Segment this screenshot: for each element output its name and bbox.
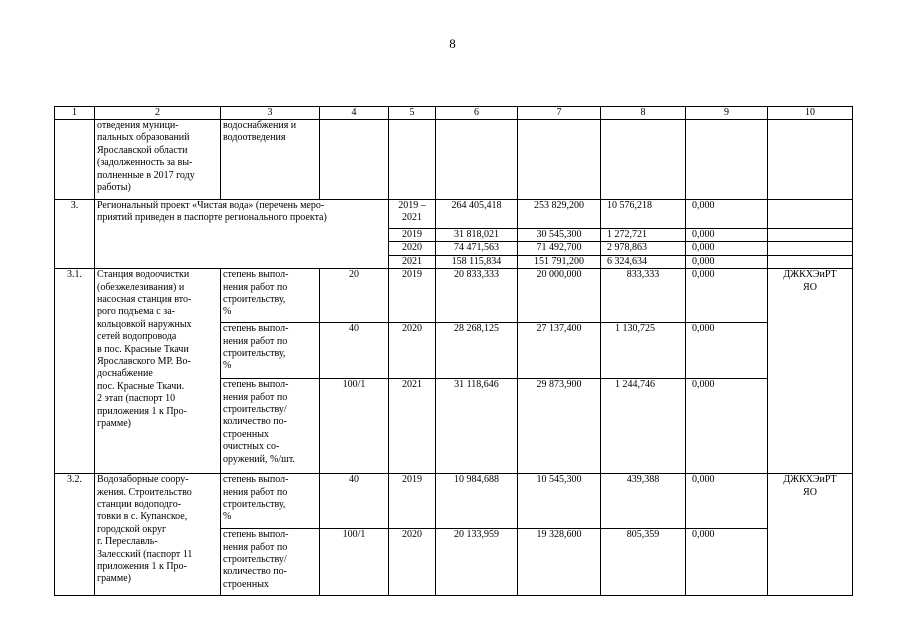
other-cell: 0,000 [686, 379, 768, 474]
total-cell: 264 405,418 [436, 200, 518, 229]
other-cell: 0,000 [686, 474, 768, 529]
year-cell: 2020 [389, 529, 436, 596]
row-number: 3.1. [55, 269, 95, 474]
indicator-value: 100/1 [320, 379, 389, 474]
header-cell: 2 [95, 107, 221, 120]
total-cell: 74 471,563 [436, 242, 518, 255]
total-cell: 10 984,688 [436, 474, 518, 529]
header-cell: 7 [518, 107, 601, 120]
header-row [55, 107, 853, 120]
indicator-name: степень выпол- нения работ по строительству, % [221, 269, 320, 323]
regional-cell: 10 576,218 [601, 200, 686, 229]
measure-name: отведения муници- пальных образований Ярославской области (задолженность за вы- полненные в 2017 году работы) [95, 120, 221, 200]
regional-cell: 439,388 [601, 474, 686, 529]
row-number [55, 120, 95, 200]
indicator-name: водоснабжения и водоотведения [221, 120, 320, 200]
other-cell: 0,000 [686, 269, 768, 323]
measure-name: Региональный проект «Чистая вода» (перечень меро- приятий приведен в паспорте регионального проекта) [95, 200, 389, 269]
federal-cell: 19 328,600 [518, 529, 601, 596]
indicator-value: 40 [320, 474, 389, 529]
federal-cell: 30 545,300 [518, 229, 601, 242]
regional-cell: 1 130,725 [601, 323, 686, 379]
header-cell: 8 [601, 107, 686, 120]
table-row [55, 269, 853, 323]
other-cell: 0,000 [686, 242, 768, 255]
total-cell: 20 133,959 [436, 529, 518, 596]
year-cell: 2019 [389, 229, 436, 242]
year-cell: 2019 – 2021 [389, 200, 436, 229]
other-cell: 0,000 [686, 229, 768, 242]
regional-cell: 833,333 [601, 269, 686, 323]
row-number: 3.2. [55, 474, 95, 596]
regional-cell: 1 244,746 [601, 379, 686, 474]
indicator-value: 100/1 [320, 529, 389, 596]
program-table [54, 106, 853, 596]
indicator-name: степень выпол- нения работ по строительству/ количество по- строенных [221, 529, 320, 596]
year-cell: 2021 [389, 255, 436, 268]
regional-cell: 6 324,634 [601, 255, 686, 268]
header-cell: 4 [320, 107, 389, 120]
executor-cell: ДЖКХЭиРТ ЯО [768, 474, 853, 596]
regional-cell: 1 272,721 [601, 229, 686, 242]
row-number: 3. [55, 200, 95, 269]
header-cell: 5 [389, 107, 436, 120]
other-cell: 0,000 [686, 529, 768, 596]
measure-name: Водозаборные соору- жения. Строительство станции водоподго- товки в с. Купанское, городской округ г. Переславль- Залесский (паспорт 11 приложения 1 к Про- грамме) [95, 474, 221, 596]
header-cell: 10 [768, 107, 853, 120]
indicator-name: степень выпол- нения работ по строительству, % [221, 474, 320, 529]
federal-cell: 71 492,700 [518, 242, 601, 255]
header-cell: 9 [686, 107, 768, 120]
year-cell: 2019 [389, 474, 436, 529]
regional-cell: 805,359 [601, 529, 686, 596]
page-number: 8 [449, 36, 456, 51]
year-cell: 2019 [389, 269, 436, 323]
table-row [55, 200, 853, 229]
total-cell: 20 833,333 [436, 269, 518, 323]
table-row [55, 120, 853, 200]
year-cell: 2020 [389, 242, 436, 255]
federal-cell: 10 545,300 [518, 474, 601, 529]
federal-cell: 20 000,000 [518, 269, 601, 323]
federal-cell: 27 137,400 [518, 323, 601, 379]
indicator-value: 20 [320, 269, 389, 323]
indicator-name: степень выпол- нения работ по строительству, % [221, 323, 320, 379]
executor-cell: ДЖКХЭиРТ ЯО [768, 269, 853, 474]
total-cell: 31 118,646 [436, 379, 518, 474]
table-row [55, 474, 853, 529]
measure-name: Станция водоочистки (обезжелезивания) и насосная станция вто- рого подъема с за- кольцовкой наружных сетей водопровода в пос. Красные Ткачи Ярославского МР. Во- доснабжение пос. Красные Ткачи. 2 этап (паспорт 10 приложения 1 к Про- грамме) [95, 269, 221, 474]
indicator-name: степень выпол- нения работ по строительству/ количество по- строенных очистных со- оружений, %/шт. [221, 379, 320, 474]
total-cell: 31 818,021 [436, 229, 518, 242]
regional-cell: 2 978,863 [601, 242, 686, 255]
federal-cell: 29 873,900 [518, 379, 601, 474]
other-cell: 0,000 [686, 200, 768, 229]
header-cell: 1 [55, 107, 95, 120]
other-cell: 0,000 [686, 255, 768, 268]
year-cell: 2021 [389, 379, 436, 474]
total-cell: 28 268,125 [436, 323, 518, 379]
indicator-value: 40 [320, 323, 389, 379]
header-cell: 3 [221, 107, 320, 120]
header-cell: 6 [436, 107, 518, 120]
other-cell: 0,000 [686, 323, 768, 379]
total-cell: 158 115,834 [436, 255, 518, 268]
federal-cell: 151 791,200 [518, 255, 601, 268]
year-cell: 2020 [389, 323, 436, 379]
federal-cell: 253 829,200 [518, 200, 601, 229]
